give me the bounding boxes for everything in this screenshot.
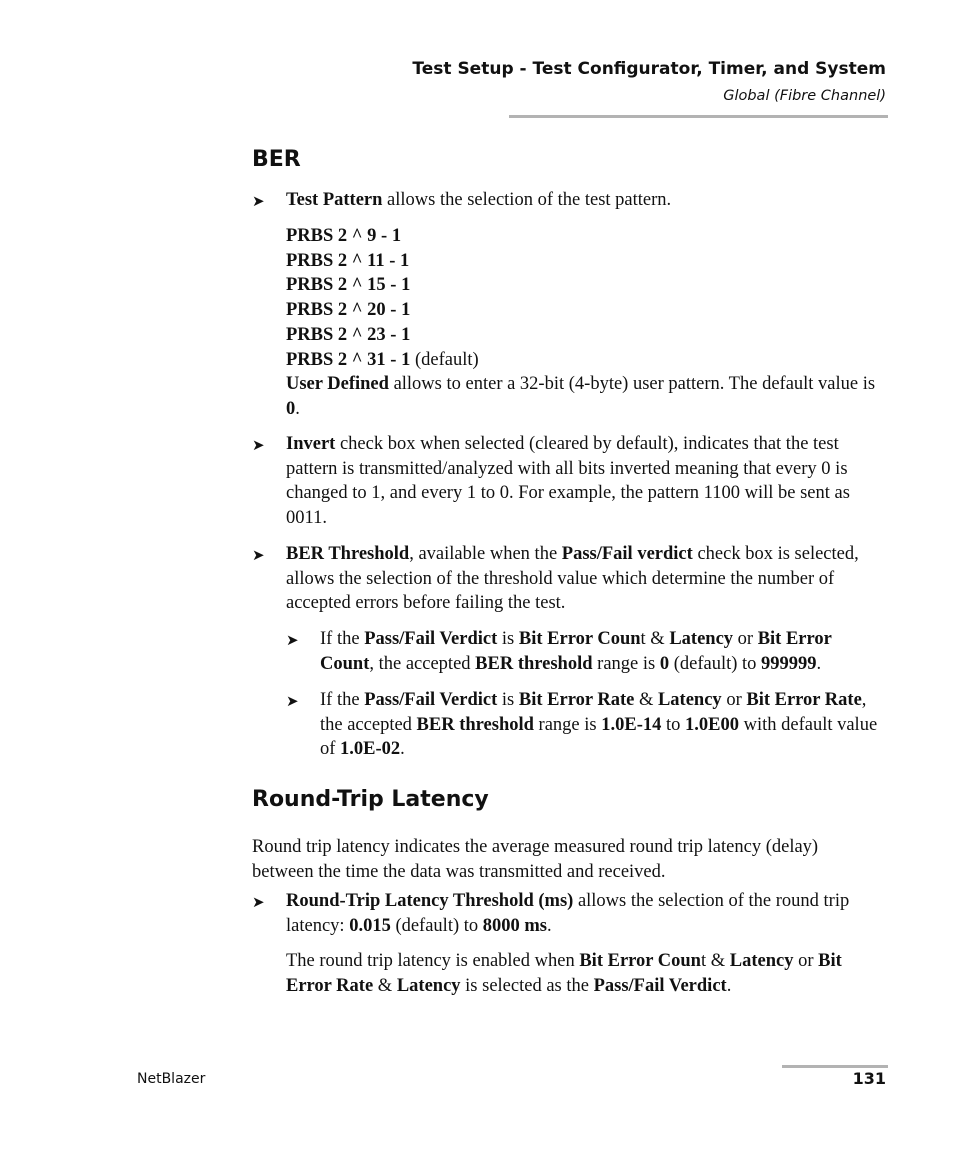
bullet-arrow-icon: ➤ xyxy=(286,694,299,710)
bold-text-run: PRBS 2 ^ 23 - 1 xyxy=(286,324,411,345)
bold-text-run: Round-Trip Latency Threshold (ms) xyxy=(286,891,574,911)
text-run: If the xyxy=(320,690,365,710)
bold-text-run: Invert xyxy=(286,434,336,454)
text-run: or xyxy=(793,951,819,971)
text-run: . xyxy=(547,915,552,936)
page-number: 131 xyxy=(852,1069,886,1088)
bold-text-run: PRBS 2 ^ 11 - 1 xyxy=(286,250,410,271)
user-defined-text xyxy=(286,372,886,421)
text-run: . xyxy=(816,653,822,674)
text-run: (default) to xyxy=(390,915,483,936)
bold-text-run: 0 xyxy=(286,398,296,419)
bold-text-run: Test Pattern xyxy=(286,190,383,210)
bold-text-run: Latency xyxy=(657,690,722,710)
bold-text-run: 1.0E00 xyxy=(685,714,739,735)
bold-text-run: PRBS 2 ^ 15 - 1 xyxy=(286,275,411,296)
text-run: . xyxy=(400,739,405,760)
pattern-item xyxy=(286,323,886,348)
text-run: The round trip latency is enabled when xyxy=(286,951,580,971)
bold-text-run: BER Threshold xyxy=(286,544,410,564)
bold-text-run: Latency xyxy=(729,951,794,971)
text-run: is xyxy=(497,690,519,710)
pattern-item xyxy=(286,224,886,249)
bold-text-run: Pass/Fail Verdict xyxy=(364,690,498,710)
text-run: check box when selected (cleared by default), indicates that the test pattern is transmitted/analyzed with all bits inverted meaning that every 0 is changed to 1, and every 1 to 0. For example, the pattern 1100 will be sent as 0011. xyxy=(286,434,850,529)
text-run: or xyxy=(721,690,747,710)
footer-rule xyxy=(782,1065,888,1068)
bold-text-run: 0.015 xyxy=(349,915,391,936)
bullet-arrow-icon: ➤ xyxy=(252,194,265,210)
pattern-item xyxy=(286,348,886,373)
bold-text-run: BER threshold xyxy=(475,653,593,674)
text-run: , the accepted xyxy=(320,690,867,735)
section-heading-round-trip-latency: Round-Trip Latency xyxy=(252,787,489,812)
bullet-ber-threshold xyxy=(252,542,886,616)
pattern-item xyxy=(286,298,886,323)
text-run: . xyxy=(295,398,300,419)
bold-text-run: 1.0E-14 xyxy=(601,714,662,735)
bold-text-run: Bit Error Rate xyxy=(286,951,842,996)
rtl-note xyxy=(286,949,886,998)
pattern-item xyxy=(286,249,886,274)
bold-text-run: Bit Error Coun xyxy=(518,629,641,649)
rtl-intro xyxy=(252,835,872,884)
text-run: Round trip latency indicates the average measured round trip latency (delay) between the time the data was transmitted and received. xyxy=(252,837,819,882)
bullet-arrow-icon: ➤ xyxy=(286,633,299,649)
text-run: , available when the xyxy=(409,544,562,564)
bold-text-run: 0 xyxy=(659,653,670,674)
section-heading-ber: BER xyxy=(252,147,301,172)
bold-text-run: Bit Error Rate xyxy=(746,690,862,710)
running-header-subtitle: Global (Fibre Channel) xyxy=(723,88,886,104)
text-run: is selected as the xyxy=(460,975,594,996)
bullet-arrow-icon: ➤ xyxy=(252,895,265,911)
bold-text-run: Bit Error Rate xyxy=(518,690,635,710)
text-run: , the accepted xyxy=(369,653,476,674)
pattern-list xyxy=(286,224,886,422)
bold-text-run: Pass/Fail Verdict xyxy=(593,975,727,996)
bold-text-run: 8000 ms xyxy=(482,915,548,936)
text-run: to xyxy=(661,714,685,735)
running-header-title: Test Setup - Test Configurator, Timer, and System xyxy=(412,59,886,79)
bullet-test-pattern xyxy=(252,188,882,213)
bold-text-run: Bit Error Coun xyxy=(579,951,701,971)
text-run: (default) to xyxy=(669,653,762,674)
bold-text-run: PRBS 2 ^ 9 - 1 xyxy=(286,226,402,246)
text-run: If the xyxy=(320,629,365,649)
text-run: allows the selection of the test pattern. xyxy=(382,190,672,210)
text-run: (default) xyxy=(410,349,479,370)
text-run: t & xyxy=(640,629,670,649)
text-run: or xyxy=(733,629,758,649)
header-rule xyxy=(509,115,888,118)
bold-text-run: PRBS 2 ^ 31 - 1 xyxy=(286,349,411,370)
text-run: allows to enter a 32-bit (4-byte) user pattern. The default value is xyxy=(388,374,876,395)
bold-text-run: BER threshold xyxy=(416,714,534,735)
bullet-invert xyxy=(252,432,886,531)
bullet-rtl-threshold xyxy=(252,889,886,938)
text-run: allows the selection of the round trip latency: xyxy=(286,891,850,936)
text-run: & xyxy=(634,690,658,710)
sub-bullet-bit-error-rate xyxy=(286,688,886,762)
bold-text-run: Latency xyxy=(669,629,734,649)
bold-text-run: Bit Error Count xyxy=(320,629,832,674)
text-run: check box is selected, allows the selection of the threshold value which determine the number of accepted errors before failing the test. xyxy=(286,544,859,614)
bullet-arrow-icon: ➤ xyxy=(252,438,265,454)
text-run: t & xyxy=(700,951,730,971)
bold-text-run: Pass/Fail Verdict xyxy=(364,629,498,649)
bold-text-run: User Defined xyxy=(286,374,389,395)
text-run: range is xyxy=(533,714,602,735)
text-run: . xyxy=(726,975,732,996)
bold-text-run: PRBS 2 ^ 20 - 1 xyxy=(286,300,411,321)
bullet-arrow-icon: ➤ xyxy=(252,548,265,564)
bold-text-run: Latency xyxy=(396,975,461,996)
pattern-item xyxy=(286,273,886,298)
bold-text-run: 999999 xyxy=(761,653,817,674)
bold-text-run: 1.0E-02 xyxy=(340,739,401,760)
text-run: with default value of xyxy=(320,714,878,760)
sub-bullet-bit-error-count xyxy=(286,627,888,676)
text-run: range is xyxy=(592,653,660,674)
footer-product-name: NetBlazer xyxy=(137,1071,206,1087)
text-run: is xyxy=(497,629,519,649)
text-run: & xyxy=(373,975,397,996)
bold-text-run: Pass/Fail verdict xyxy=(561,544,693,564)
